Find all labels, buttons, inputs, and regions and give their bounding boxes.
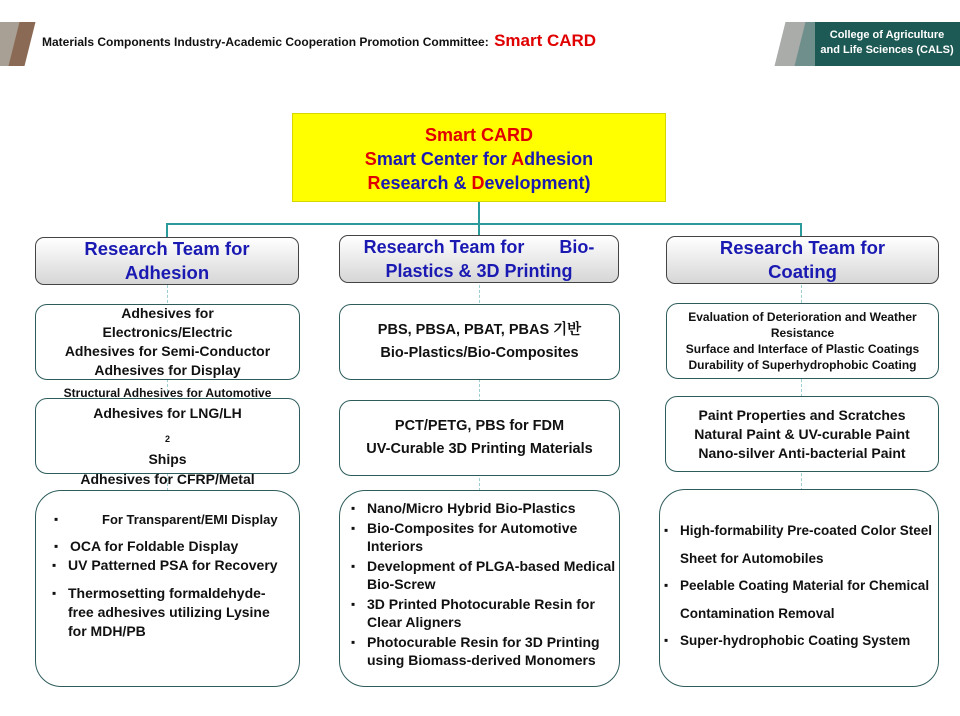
topic-line: Nano-silver Anti-bacterial Paint — [698, 444, 906, 461]
list-item — [680, 572, 942, 627]
brand-name: Smart CARD — [494, 31, 597, 50]
topic-line: Adhesives for Semi-Conductor — [64, 343, 271, 359]
list-text: Super-hydrophobic Coating System — [680, 633, 911, 648]
list-text: 3D Printed Photocurable Resin for Clear Aligners — [367, 596, 595, 630]
center-text: mart Center for — [376, 149, 512, 169]
team-label: Plastics & 3D Printing — [385, 261, 573, 281]
initial-d: D — [471, 173, 485, 193]
college-label — [815, 28, 959, 58]
center-node-smart-card — [292, 113, 666, 202]
connector-horizontal — [166, 223, 802, 225]
list-text: Nano/Micro Hybrid Bio-Plastics — [367, 500, 576, 516]
topic-line: PBS, PBSA, PBAT, PBAS 기반 — [377, 322, 582, 338]
center-title: Smart CARD — [424, 125, 534, 145]
topic-line: Bio-Plastics/Bio-Composites — [380, 345, 579, 361]
coating-topic-paint — [665, 396, 939, 472]
initial-r: R — [367, 173, 381, 193]
topic-line: Durability of Superhydrophobic Coating — [688, 358, 917, 372]
bioplastics-topic-pbs — [339, 304, 620, 380]
center-line-2 — [293, 147, 665, 171]
initial-s: S — [364, 149, 377, 169]
coating-topic-evaluation — [666, 303, 939, 379]
adhesion-project-list — [35, 490, 300, 687]
topic-line: Surface and Interface of Plastic Coatings — [685, 342, 920, 356]
topic-line — [36, 403, 299, 469]
team-label: Research Team for — [84, 238, 250, 259]
list-text: Photocurable Resin for 3D Printing using Biomass-derived Monomers — [367, 634, 600, 668]
center-text: dhesion — [524, 149, 594, 169]
list-item — [367, 499, 617, 517]
list-text: For Transparent/EMI Display — [102, 512, 278, 527]
team-label: Research Team for — [719, 237, 886, 258]
connector-right — [800, 223, 802, 237]
topic-text: Adhesives for LNG/LH — [93, 405, 242, 422]
team-label: Coating — [768, 261, 837, 282]
adhesion-topic-structural — [35, 386, 300, 487]
list-item — [367, 595, 617, 631]
bioplastics-project-list — [339, 490, 620, 687]
topic-line: Adhesives for CFRP/Metal — [80, 470, 255, 487]
team-label: Research Team for Bio- — [363, 237, 595, 257]
coating-project-list — [659, 489, 939, 687]
list-text: Thermosetting formaldehyde-free adhesives utilizing Lysine for MDH/PB — [68, 585, 270, 639]
topic-line: Structural Adhesives for Automotive — [63, 386, 272, 401]
header-title — [42, 31, 596, 51]
list-item — [367, 519, 617, 555]
connector-middle — [478, 223, 480, 235]
topic-line: Evaluation of Deterioration and Weather Resistance — [688, 310, 917, 340]
list-text: Development of PLGA-based Medical Bio-Screw — [367, 558, 616, 592]
topic-line: UV-Curable 3D Printing Materials — [366, 441, 593, 457]
topic-line: PCT/PETG, PBS for FDM — [394, 418, 565, 434]
topic-text: Ships — [148, 450, 187, 467]
adhesion-topic-electronics — [35, 304, 300, 380]
center-text: evelopment) — [484, 173, 591, 193]
list-item — [680, 627, 942, 655]
college-line-1: College of Agriculture — [829, 29, 945, 41]
topic-line: Paint Properties and Scratches — [698, 406, 906, 423]
list-text: High-formability Pre-coated Color Steel Sheet for Automobiles — [680, 523, 933, 566]
list-text: Bio-Composites for Automotive Interiors — [367, 520, 578, 554]
list-item — [68, 556, 288, 575]
team-adhesion — [35, 237, 299, 285]
topic-line: Electronics/Electric — [102, 324, 233, 340]
connector-left — [166, 223, 168, 237]
list-text: UV Patterned PSA for Recovery — [68, 557, 278, 573]
college-line-2: and Life Sciences (CALS) — [820, 44, 954, 56]
list-item — [70, 537, 296, 555]
initial-a: A — [511, 149, 525, 169]
topic-line: Adhesives for Display — [94, 362, 241, 378]
committee-name: Materials Components Industry-Academic Cooperation Promotion Committee: — [42, 35, 489, 49]
subscript: 2 — [164, 433, 170, 444]
team-bioplastics — [339, 235, 619, 283]
list-item — [70, 512, 297, 527]
list-text: OCA for Foldable Display — [70, 538, 239, 554]
list-text: Peelable Coating Material for Chemical Contamination Removal — [680, 578, 930, 621]
connector-stem — [478, 202, 480, 224]
center-line-3 — [293, 171, 665, 195]
topic-line: Natural Paint & UV-curable Paint — [694, 425, 910, 442]
bioplastics-topic-3d-printing — [339, 400, 620, 476]
team-label: Adhesion — [124, 262, 210, 283]
list-item — [68, 584, 288, 641]
team-coating — [666, 236, 939, 284]
list-item — [680, 517, 942, 572]
list-item — [367, 633, 617, 669]
center-text: esearch & — [380, 173, 472, 193]
list-item — [367, 557, 617, 593]
topic-line: Adhesives for — [121, 305, 214, 321]
